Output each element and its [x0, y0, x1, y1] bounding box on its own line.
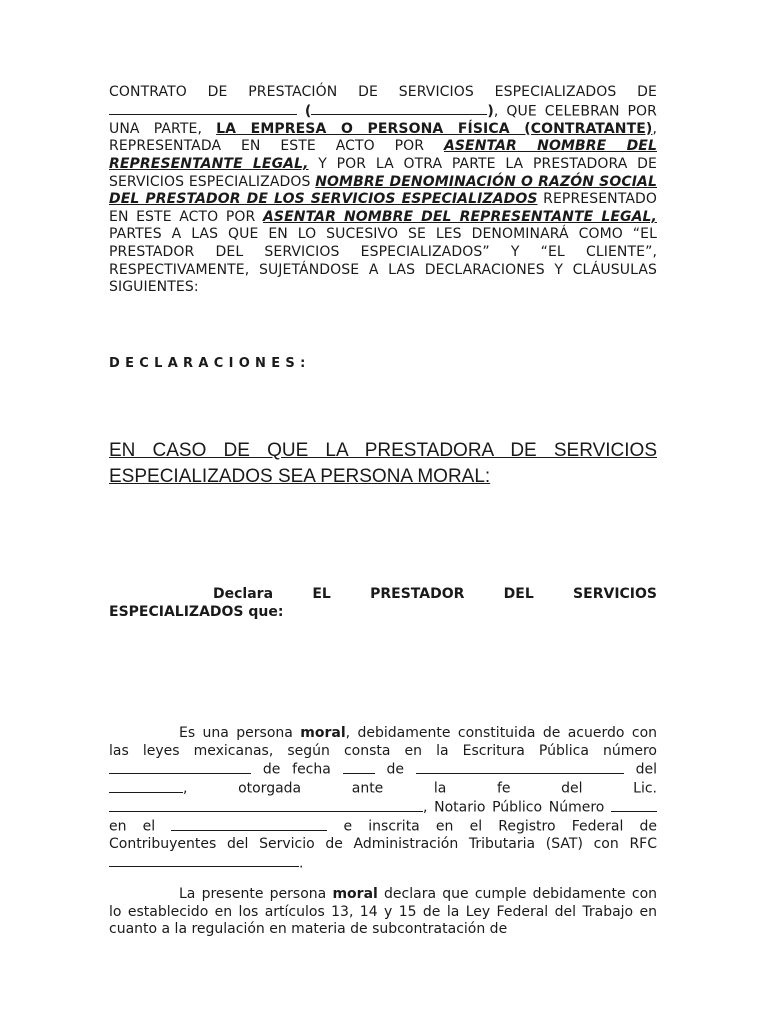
para1-text-a: Es una persona	[179, 725, 293, 741]
declara-heading	[109, 585, 657, 621]
blank-field-notario-numero[interactable]	[611, 798, 657, 812]
blank-field-service-type[interactable]	[109, 102, 297, 116]
blank-field-rfc[interactable]	[109, 854, 299, 868]
intro-text-2: , QUE CELEBRAN POR UNA PARTE,	[109, 103, 657, 137]
intro-text-3: , REPRESENTADA EN ESTE ACTO POR	[109, 120, 657, 155]
para1-text-e: del	[635, 761, 658, 778]
blank-field-anio[interactable]	[109, 779, 183, 793]
blank-field-service-type-parenthetical[interactable]	[311, 102, 487, 116]
contract-intro-paragraph	[109, 84, 657, 297]
prestador-razon-social: NOMBRE DENOMINACIÓN O RAZÓN SOCIAL DEL PRESTADOR DE LOS SERVICIOS ESPECIALIZADOS	[109, 173, 657, 208]
blank-field-escritura-numero[interactable]	[109, 760, 251, 774]
blank-field-lugar[interactable]	[171, 817, 327, 831]
blank-field-dia[interactable]	[343, 760, 375, 774]
declara-lead: Declara	[213, 586, 274, 602]
declara-rest: EL PRESTADOR DEL SERVICIOS ESPECIALIZADOS que:	[109, 586, 657, 620]
declaraciones-heading: DECLARACIONES:	[109, 356, 311, 371]
intro-text-1: CONTRATO DE PRESTACIÓN DE SERVICIOS ESPECIALIZADOS DE	[109, 84, 657, 100]
paren-open: (	[304, 103, 312, 120]
para1-text-h: en el	[109, 818, 156, 835]
intro-text-4: Y POR LA OTRA PARTE LA PRESTADORA DE SERVICIOS ESPECIALIZADOS	[109, 155, 657, 190]
persona-moral-heading: EN CASO DE QUE LA PRESTADORA DE SERVICIOS ESPECIALIZADOS SEA PERSONA MORAL:	[109, 440, 657, 487]
prestador-representative: ASENTAR NOMBRE DEL REPRESENTANTE LEGAL,	[262, 208, 657, 225]
para1-text-j: .	[299, 855, 304, 872]
blank-field-mes[interactable]	[416, 760, 624, 774]
declaration-paragraph-1	[109, 725, 657, 873]
contratante-representative: ASENTAR NOMBRE DEL REPRESENTANTE LEGAL,	[109, 138, 657, 172]
intro-text-5: REPRESENTADO EN ESTE ACTO POR	[109, 191, 657, 225]
contratante-name: LA EMPRESA O PERSONA FÍSICA (CONTRATANTE)	[216, 120, 653, 137]
para1-text-i: e inscrita en el Registro Federal de Contribuyentes del Servicio de Administración Tributaria (SAT) con RFC	[109, 818, 657, 853]
declaration-paragraph-2	[109, 886, 657, 939]
para2-text-b: declara que cumple debidamente con lo establecido en los artículos 13, 14 y 15 de la Ley Federal del Trabajo en cuanto a la regulación en materia de subcontratación de	[109, 886, 658, 937]
para1-text-b: , debidamente constituida de acuerdo con las leyes mexicanas, según consta en la Escritura Pública número	[109, 725, 658, 759]
para2-text-a: La presente persona	[179, 886, 327, 902]
para1-text-c: de fecha	[262, 761, 331, 778]
moral-keyword: moral	[332, 886, 378, 902]
para1-text-g: , Notario Público Número	[423, 799, 605, 816]
moral-keyword: moral	[300, 725, 346, 741]
paren-close: )	[487, 103, 494, 120]
para1-text-f: , otorgada ante la fe del Lic.	[183, 780, 657, 797]
para1-text-d: de	[386, 761, 404, 778]
blank-field-notario-nombre[interactable]	[109, 798, 423, 812]
intro-text-6: PARTES A LAS QUE EN LO SUCESIVO SE LES DENOMINARÁ COMO “EL PRESTADOR DEL SERVICIOS ESPECIALIZADOS” Y “EL CLIENTE”, RESPECTIVAMENTE, SUJETÁNDOSE A LAS DECLARACIONES Y CLÁUSULAS SIGUIENTES:	[109, 226, 657, 296]
